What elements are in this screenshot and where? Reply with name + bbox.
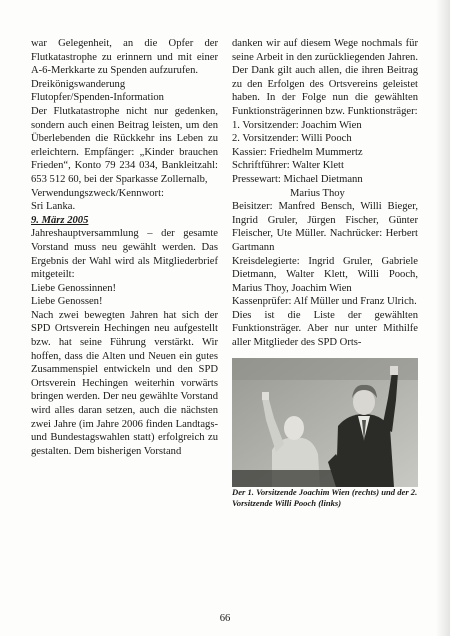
paragraph-dreikoenigswanderung: Dreikönigswanderung (31, 78, 126, 90)
paragraph-kreisdelegierte: Kreisdelegierte: Ingrid Gruler, Gabriele Dietmann, Walter Klett, Willi Pooch, Marius Thoy, Joachim Wien (232, 255, 418, 294)
photo-caption: Der 1. Vorsitzende Joachim Wien (rechts) und der 2. Vorsitzende Willi Pooch (links) (232, 486, 418, 508)
paragraph-pressewart: Pressewart: Michael Dietmann (232, 173, 363, 185)
paragraph-beisitzer: Beisitzer: Manfred Bensch, Willi Bieger, Ingrid Gruler, Jürgen Fischer, Günter Fleischer, Ute Müller. Nachrücker: Herbert Gartmann (232, 201, 418, 253)
page-gutter-shadow (436, 0, 450, 636)
paragraph-dank: danken wir auf diesem Wege nochmals für seine Arbeit in den zurückliegenden Jahren. Der Dank gilt auch allen, die ihren Beitrag zu den Erfolgen des Ortsvereins geleistet haben. In der Folge nun die gewählten Funktionsträgerinnen bzw. Funktionsträger: (232, 38, 418, 117)
paragraph-schriftfuehrer: Schriftführer: Walter Klett (232, 160, 344, 172)
paragraph-verwendungszweck: Verwendungszweck/Kennwort: (31, 187, 164, 199)
right-column (232, 37, 418, 509)
paragraph-kassier: Kassier: Friedhelm Mummertz (232, 146, 363, 158)
paragraph-flutkatastrophe-intro: war Gelegenheit, an die Opfer der Flutkatastrophe zu erinnern und mit einer A-6-Merkkarte zu Spenden aufzurufen. (31, 38, 218, 77)
paragraph-erster-vorsitzender: 1. Vorsitzender: Joachim Wien (232, 119, 362, 131)
paragraph-jahreshauptversammlung: Jahreshauptversammlung – der gesamte Vorstand muss neu gewählt werden. Das Ergebnis der Wahl wird als Mitgliederbrief mitgeteilt: (31, 228, 218, 281)
paragraph-mitgliederbrief: Nach zwei bewegten Jahren hat sich der SPD Ortsverein Hechingen neu aufgestellt bzw. hat seine Führung verstärkt. Wir hoffen, dass die Alten und Neuen ein gutes Zusammenspiel entwickeln und den SPD Ortsverein Hechingen weiterhin vorwärts bringen werden. Der neu gewählte Vorstand wird alles daran setzen, auch die nächsten zwei Jahre (im Jahre 2006 finden Landtags- und Bundestagswahlen statt) erfolgreich zu gestalten. Dem bisherigen Vorstand (31, 309, 218, 457)
paragraph-greeting-genossinnen: Liebe Genossinnen! (31, 282, 117, 294)
date-heading: 9. März 2005 (31, 214, 89, 226)
paragraph-greeting-genossen: Liebe Genossen! (31, 296, 103, 308)
page-number: 66 (219, 613, 231, 624)
photo-vorsitzende (232, 358, 418, 487)
paragraph-spenden-information: Flutopfer/Spenden-Information (31, 92, 164, 104)
paragraph-schluss: Dies ist die Liste der gewählten Funktionsträger. Aber nur unter Mithilfe aller Mitglieder des SPD Orts- (232, 309, 418, 349)
paragraph-kennwort: Sri Lanka. (31, 201, 76, 213)
paragraph-pressewart-second: Marius Thoy (290, 187, 345, 199)
paragraph-zweiter-vorsitzender: 2. Vorsitzender: Willi Pooch (232, 133, 352, 145)
photo-illustration (232, 358, 418, 487)
paragraph-spendenaufruf: Der Flutkatastrophe nicht nur gedenken, sondern auch einen Beitrag leisten, um den Überlebenden die Rückkehr ins Leben zu erleichtern. Empfänger: „Kinder brauchen Frieden“, Konto 79 234 034, Bankleitzahl: 653 512 60, bei der Sparkasse Zollernalb, (31, 105, 218, 185)
left-column (31, 37, 218, 458)
paragraph-kassenpruefer: Kassenprüfer: Alf Müller und Franz Ulrich. (232, 296, 417, 308)
